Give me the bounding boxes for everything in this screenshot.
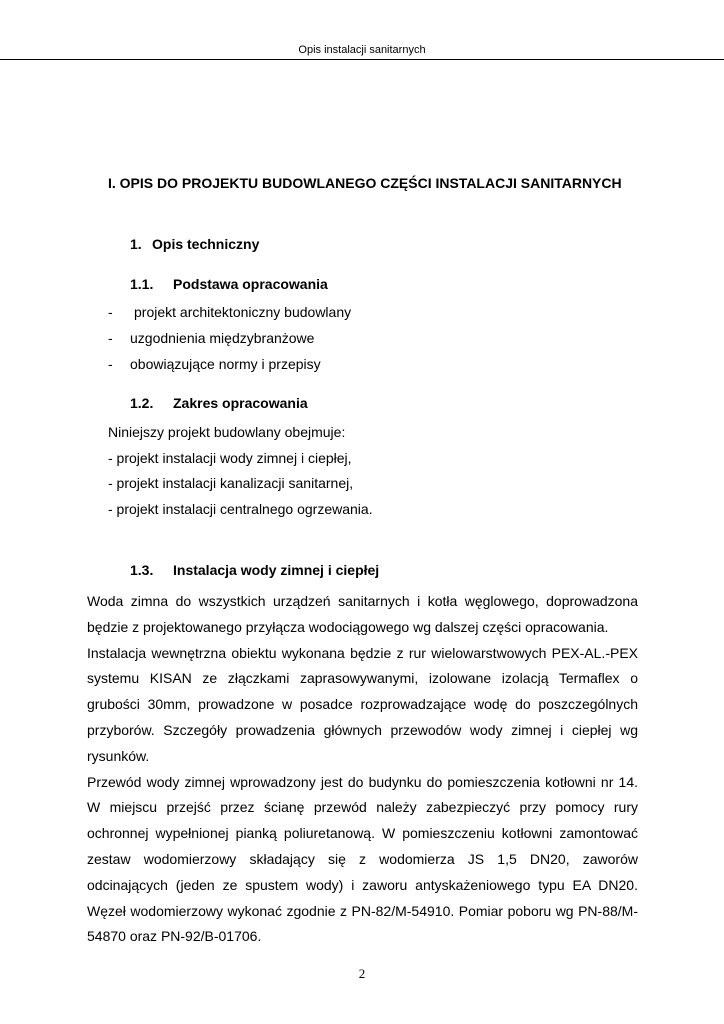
section-number: 1.2. <box>130 395 154 411</box>
scope-intro: Niniejszy projekt budowlany obejmuje: <box>108 424 346 440</box>
section-1-heading <box>130 236 259 252</box>
water-section-body <box>87 589 638 950</box>
list-item-text: uzgodnienia międzybranżowe <box>130 330 315 346</box>
section-1-2-heading <box>130 395 308 411</box>
list-item-text: projekt architektoniczny budowlany <box>134 304 352 320</box>
scope-item: - projekt instalacji wody zimnej i ciepłej, <box>108 449 352 466</box>
main-heading: I. OPIS DO PROJEKTU BUDOWLANEGO CZĘŚCI INSTALACJI SANITARNYCH <box>108 175 622 191</box>
page-header-title: Opis instalacji sanitarnych <box>298 44 426 56</box>
paragraph: Przewód wody zimnej wprowadzony jest do budynku do pomieszczenia kotłowni nr 14. W miejscu przejść przez ścianę przewód należy zabezpieczyć przy pomocy rury ochronnej wypełnionej pianką poliuretanową. W pomieszczeniu kotłowni zamontować zestaw wodomierzowy składający się z wodomierza JS 1,5 DN20, zaworów odcinających (jeden ze spustem wody) i zaworu antyskażeniowego typu EA DN20. Węzeł wodomierzowy wykonać zgodnie z PN-82/M-54910. Pomiar poboru wg PN-88/M-54870 oraz PN-92/B-01706. <box>87 773 638 945</box>
header-divider <box>0 59 724 60</box>
list-bullet: - <box>108 356 113 372</box>
section-title: Opis techniczny <box>152 236 260 252</box>
list-bullet: - <box>108 304 113 320</box>
section-title: Instalacja wody zimnej i ciepłej <box>173 562 380 578</box>
section-title: Podstawa opracowania <box>173 276 328 292</box>
paragraph: Instalacja wewnętrzna obiektu wykonana będzie z rur wielowarstwowych PEX-AL.-PEX systemu KISAN ze złączkami zaprasowywanymi, izolowane izolacją Termaflex o grubości 30mm, prowadzone w posadce rozprowadzające wodę do poszczególnych przyborów. Szczegóły prowadzenia głównych przewodów wody zimnej i ciepłej wg rysunków. <box>87 644 638 764</box>
scope-item: - projekt instalacji centralnego ogrzewania. <box>108 500 373 517</box>
list-bullet: - <box>108 330 113 346</box>
section-number: 1. <box>130 236 142 252</box>
page-number: 2 <box>358 966 366 981</box>
section-title: Zakres opracowania <box>173 395 308 411</box>
list-item-text: obowiązujące normy i przepisy <box>130 356 321 372</box>
section-number: 1.3. <box>130 562 154 578</box>
section-number: 1.1. <box>130 276 154 292</box>
scope-item: - projekt instalacji kanalizacji sanitarnej, <box>108 475 354 491</box>
paragraph: Woda zimna do wszystkich urządzeń sanitarnych i kotła węglowego, doprowadzona będzie z projektowanego przyłącza wodociągowego wg dalszej części opracowania. <box>87 593 638 635</box>
section-1-1-heading <box>130 276 328 292</box>
section-1-3-heading <box>130 562 379 578</box>
scope-block <box>108 423 373 525</box>
